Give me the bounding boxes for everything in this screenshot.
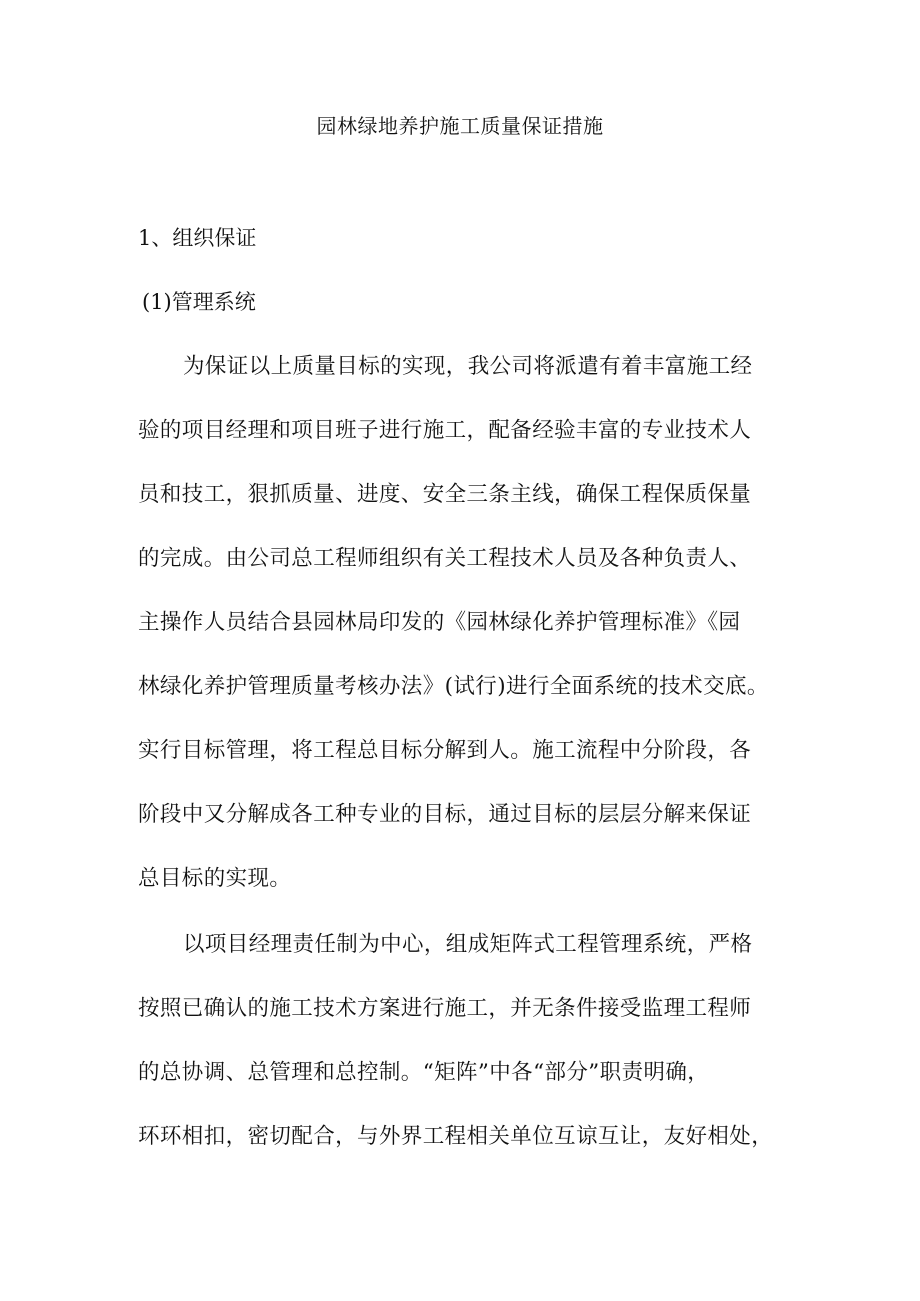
paragraph-2-line-1: 以项目经理责任制为中心，组成矩阵式工程管理系统，严格 bbox=[183, 932, 753, 957]
paragraph-2-line-3: 的总协调、总管理和总控制。“矩阵”中各“部分”职责明确， bbox=[138, 1060, 710, 1085]
paragraph-1-line-7: 实行目标管理，将工程总目标分解到人。施工流程中分阶段，各 bbox=[138, 738, 752, 763]
paragraph-1-line-5: 主操作人员结合县园林局印发的《园林绿化养护管理标准》《园 bbox=[138, 610, 741, 635]
paragraph-1-line-6: 林绿化养护管理质量考核办法》(试行)进行全面系统的技术交底。 bbox=[138, 674, 769, 699]
paragraph-1-line-4: 的完成。由公司总工程师组织有关工程技术人员及各种负责人、 bbox=[138, 546, 752, 571]
paragraph-2-line-2: 按照已确认的施工技术方案进行施工，并无条件接受监理工程师 bbox=[138, 996, 752, 1021]
paragraph-1-line-1: 为保证以上质量目标的实现，我公司将派遣有着丰富施工经 bbox=[183, 354, 753, 379]
paragraph-1-line-8: 阶段中又分解成各工种专业的目标，通过目标的层层分解来保证 bbox=[138, 802, 752, 827]
paragraph-1-line-9: 总目标的实现。 bbox=[138, 866, 292, 891]
paragraph-2-line-4: 环环相扣，密切配合，与外界工程相关单位互谅互让，友好相处， bbox=[138, 1124, 774, 1149]
document-title: 园林绿地养护施工质量保证措施 bbox=[316, 114, 604, 138]
paragraph-1-line-2: 验的项目经理和项目班子进行施工，配备经验丰富的专业技术人 bbox=[138, 418, 752, 443]
subsection-heading: (1)管理系统 bbox=[142, 290, 256, 314]
section-heading: 1、组织保证 bbox=[138, 226, 257, 250]
paragraph-1-line-3: 员和技工，狠抓质量、进度、安全三条主线，确保工程保质保量 bbox=[138, 482, 752, 507]
